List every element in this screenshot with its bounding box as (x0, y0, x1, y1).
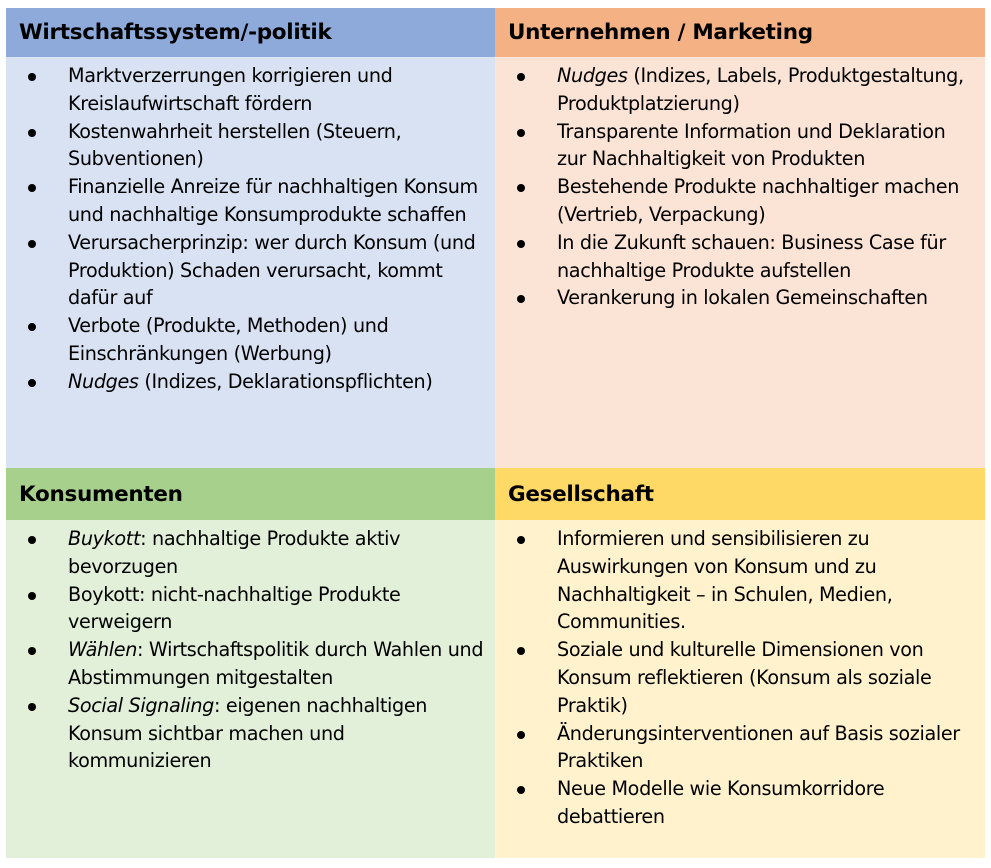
quadrant-konsumenten (6, 468, 495, 858)
quadrant-unternehmen-marketing (495, 8, 985, 468)
list-item (495, 775, 985, 831)
list-item-text: Bestehende Produkte nachhaltiger machen (Vertrieb, Verpackung) (557, 175, 960, 226)
list-item-text: Neue Modelle wie Konsumkorridore debattieren (557, 777, 885, 828)
list-item (495, 720, 985, 776)
list-item (6, 312, 495, 368)
bullet-icon (28, 536, 36, 544)
list-item (495, 118, 985, 174)
quadrant-body (6, 520, 495, 858)
bullet-icon (28, 73, 36, 81)
list-item-text: (Indizes, Deklarationspflichten) (138, 369, 433, 393)
bullet-icon (517, 647, 525, 655)
bullet-list (495, 525, 985, 831)
list-item-text: : Wirtschaftspolitik durch Wahlen und Abstimmungen mitgestalten (68, 638, 484, 689)
list-item-text: Änderungsinterventionen auf Basis sozialer Praktiken (557, 721, 960, 773)
list-item-text: Transparente Information und Deklaration zur Nachhaltigkeit von Produkten (557, 119, 946, 171)
bullet-icon (28, 240, 36, 248)
list-item-text: Soziale und kulturelle Dimensionen von Konsum reflektieren (Konsum als soziale Praktik) (557, 638, 932, 717)
bullet-icon (28, 647, 36, 655)
quadrant-grid (6, 8, 985, 858)
list-item-text: Marktverzerrungen korrigieren und Kreislaufwirtschaft fördern (68, 64, 393, 115)
list-item (495, 173, 985, 229)
list-item (6, 118, 495, 174)
list-item-text: Boykott: nicht-nachhaltige Produkte verweigern (68, 582, 401, 634)
quadrant-title: Konsumenten (6, 468, 495, 520)
list-item-emphasis: Buykott (68, 527, 141, 550)
list-item (495, 525, 985, 636)
quadrant-title: Wirtschaftssystem/-politik (6, 8, 495, 57)
list-item (6, 173, 495, 229)
list-item (6, 525, 495, 581)
list-item-emphasis: Social Signaling (68, 693, 214, 717)
list-item (495, 62, 985, 118)
quadrant-gesellschaft (495, 468, 985, 858)
bullet-icon (28, 592, 36, 600)
list-item-text: Verankerung in lokalen Gemeinschaften (557, 286, 928, 310)
bullet-list (6, 62, 495, 396)
quadrant-title: Unternehmen / Marketing (495, 8, 985, 57)
list-item-text: : nachhaltige Produkte aktiv bevorzugen (68, 527, 401, 578)
list-item (6, 229, 495, 312)
list-item-text: (Indizes, Labels, Produktgestaltung, Produktplatzierung) (557, 64, 964, 115)
list-item-text: : eigenen nachhaltigen Konsum sichtbar machen und kommunizieren (68, 693, 428, 773)
list-item (6, 692, 495, 775)
list-item-emphasis: Wählen (68, 638, 138, 662)
bullet-icon (28, 323, 36, 331)
list-item-text: Kostenwahrheit herstellen (Steuern, Subventionen) (68, 119, 402, 171)
list-item-text: Informieren und sensibilisieren zu Auswirkungen von Konsum und zu Nachhaltigkeit – in Schulen, Medien, Communities. (557, 527, 893, 634)
list-item-text: In die Zukunft schauen: Business Case für nachhaltige Produkte aufstellen (557, 230, 946, 282)
quadrant-body (495, 57, 985, 468)
bullet-icon (517, 240, 525, 248)
quadrant-body (495, 520, 985, 858)
list-item-text: Verursacherprinzip: wer durch Konsum (und Produktion) Schaden verursacht, kommt dafür auf (68, 230, 476, 310)
list-item (495, 229, 985, 285)
quadrant-wirtschaftssystem (6, 8, 495, 468)
list-item (495, 636, 985, 719)
list-item-text: Finanzielle Anreize für nachhaltigen Konsum und nachhaltige Konsumprodukte schaffen (68, 175, 478, 226)
list-item (6, 581, 495, 637)
bullet-icon (517, 129, 525, 137)
bullet-icon (28, 379, 36, 387)
bullet-icon (517, 295, 525, 303)
bullet-list (495, 62, 985, 312)
bullet-icon (28, 703, 36, 711)
bullet-icon (517, 184, 525, 192)
bullet-icon (517, 536, 525, 544)
list-item (6, 368, 495, 396)
bullet-icon (28, 129, 36, 137)
list-item (6, 636, 495, 692)
bullet-icon (517, 731, 525, 739)
quadrant-body (6, 57, 495, 468)
list-item-emphasis: Nudges (557, 64, 628, 87)
bullet-icon (517, 786, 525, 794)
bullet-list (6, 525, 495, 775)
bullet-icon (28, 184, 36, 192)
list-item-emphasis: Nudges (68, 369, 139, 393)
bullet-icon (517, 73, 525, 81)
list-item (495, 284, 985, 312)
list-item (6, 62, 495, 118)
list-item-text: Verbote (Produkte, Methoden) und Einschränkungen (Werbung) (68, 314, 389, 365)
quadrant-title: Gesellschaft (495, 468, 985, 520)
